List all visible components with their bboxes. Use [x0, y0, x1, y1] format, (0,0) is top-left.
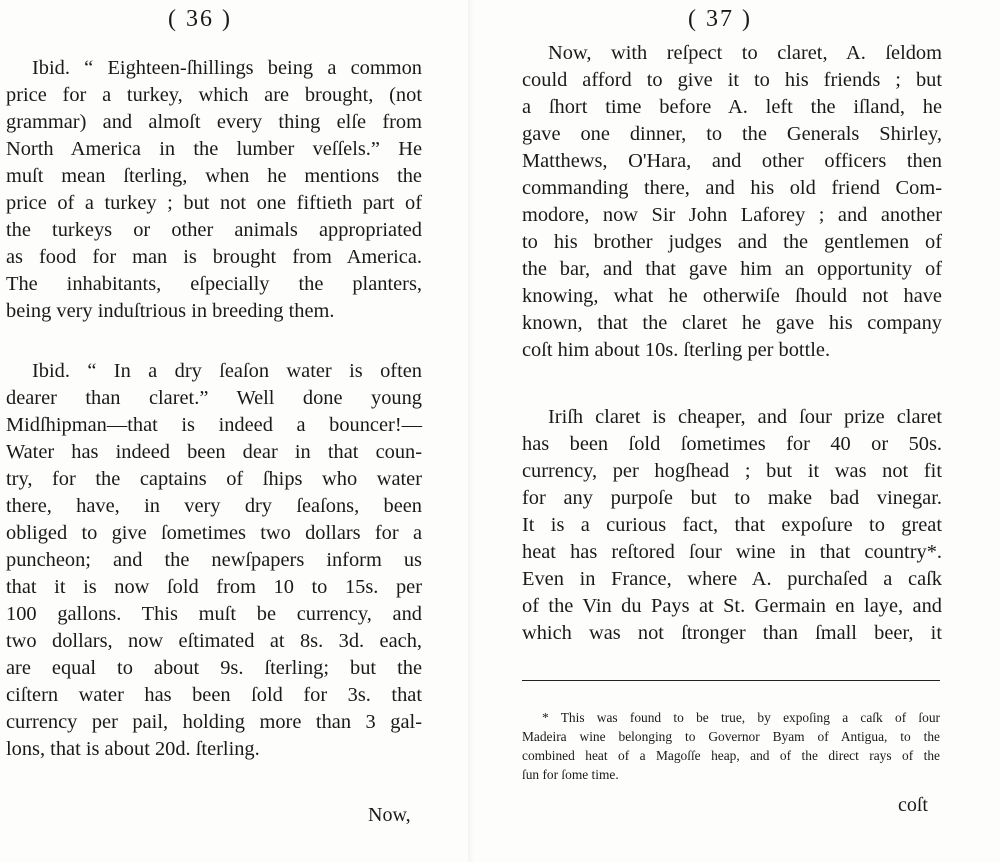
- right-page: [500, 0, 1000, 862]
- footnote-line: * This was found to be true, by expoſing a caſk of ſour: [542, 710, 940, 725]
- text-line: currency per pail, holding more than 3 gal-: [6, 711, 422, 733]
- footnote-line: combined heat of a Magoſſe heap, and of the direct rays of the: [522, 748, 940, 763]
- text-line: gave one dinner, to the Generals Shirley,: [522, 123, 942, 145]
- text-line: the turkeys or other animals appropriated: [6, 219, 422, 241]
- text-line: Even in France, where A. purchaſed a caſk: [522, 568, 942, 590]
- text-line: dearer than claret.” Well done young: [6, 387, 422, 409]
- paragraph: [522, 40, 942, 364]
- text-line: Iriſh claret is cheaper, and ſour prize claret: [548, 406, 942, 428]
- footnote-rule: [522, 680, 940, 681]
- text-line: It is a curious fact, that expoſure to great: [522, 514, 942, 536]
- text-line: North America in the lumber veſſels.” He: [6, 138, 422, 160]
- text-line: muſt mean ſterling, when he mentions the: [6, 165, 422, 187]
- text-line: Now, with reſpect to claret, A. ſeldom: [548, 42, 942, 64]
- text-line: Midſhipman—that is indeed a bouncer!—: [6, 414, 422, 436]
- text-line: could afford to give it to his friends ; but: [522, 69, 942, 91]
- text-line: there, have, in very dry ſeaſons, been: [6, 495, 422, 517]
- footnote: [522, 708, 940, 784]
- paragraph: [6, 55, 422, 325]
- text-line: price for a turkey, which are brought, (not: [6, 84, 422, 106]
- text-line: heat has reſtored ſour wine in that country*.: [522, 541, 942, 563]
- paragraph: [522, 404, 942, 647]
- text-line: a ſhort time before A. left the iſland, he: [522, 96, 942, 118]
- catchword: Now,: [368, 804, 411, 826]
- text-line: for any purpoſe but to make bad vinegar.: [522, 487, 942, 509]
- book-gutter: [468, 0, 474, 862]
- paragraph: [6, 358, 422, 763]
- text-line: known, that the claret he gave his company: [522, 312, 942, 334]
- text-line: puncheon; and the newſpapers inform us: [6, 549, 422, 571]
- footnote-line: Madeira wine belonging to Governor Byam of Antigua, to the: [522, 729, 940, 744]
- text-line: of the Vin du Pays at St. Germain en laye, and: [522, 595, 942, 617]
- text-line: 100 gallons. This muſt be currency, and: [6, 603, 422, 625]
- text-line: currency, per hogſhead ; but it was not fit: [522, 460, 942, 482]
- text-line: lons, that is about 20d. ſterling.: [6, 738, 260, 760]
- text-line: try, for the captains of ſhips who water: [6, 468, 422, 490]
- catchword: coſt: [898, 794, 928, 816]
- text-line: are equal to about 9s. ſterling; but the: [6, 657, 422, 679]
- left-page: [0, 0, 470, 862]
- text-line: ciſtern water has been ſold for 3s. that: [6, 684, 422, 706]
- page-number: ( 37 ): [688, 6, 752, 32]
- text-line: Water has indeed been dear in that coun-: [6, 441, 422, 463]
- text-line: which was not ſtronger than ſmall beer, it: [522, 622, 942, 644]
- text-line: The inhabitants, eſpecially the planters,: [6, 273, 422, 295]
- text-line: price of a turkey ; but not one fiftieth part of: [6, 192, 422, 214]
- text-line: Ibid. “ Eighteen-ſhillings being a common: [32, 57, 422, 79]
- text-line: commanding there, and his old friend Com-: [522, 177, 942, 199]
- text-line: knowing, what he otherwiſe ſhould not have: [522, 285, 942, 307]
- text-line: being very induſtrious in breeding them.: [6, 300, 335, 322]
- text-line: to his brother judges and the gentlemen of: [522, 231, 942, 253]
- footnote-line: ſun for ſome time.: [522, 767, 619, 782]
- text-line: as food for man is brought from America.: [6, 246, 422, 268]
- page-number: ( 36 ): [168, 6, 232, 32]
- text-line: modore, now Sir John Laforey ; and another: [522, 204, 942, 226]
- text-line: Ibid. “ In a dry ſeaſon water is often: [32, 360, 422, 382]
- text-line: Matthews, O'Hara, and other officers then: [522, 150, 942, 172]
- text-line: has been ſold ſometimes for 40 or 50s.: [522, 433, 942, 455]
- text-line: coſt him about 10s. ſterling per bottle.: [522, 339, 831, 361]
- text-line: obliged to give ſometimes two dollars for a: [6, 522, 422, 544]
- text-line: grammar) and almoſt every thing elſe from: [6, 111, 422, 133]
- text-line: two dollars, now eſtimated at 8s. 3d. each,: [6, 630, 422, 652]
- text-line: the bar, and that gave him an opportunity of: [522, 258, 942, 280]
- text-line: that it is now ſold from 10 to 15s. per: [6, 576, 422, 598]
